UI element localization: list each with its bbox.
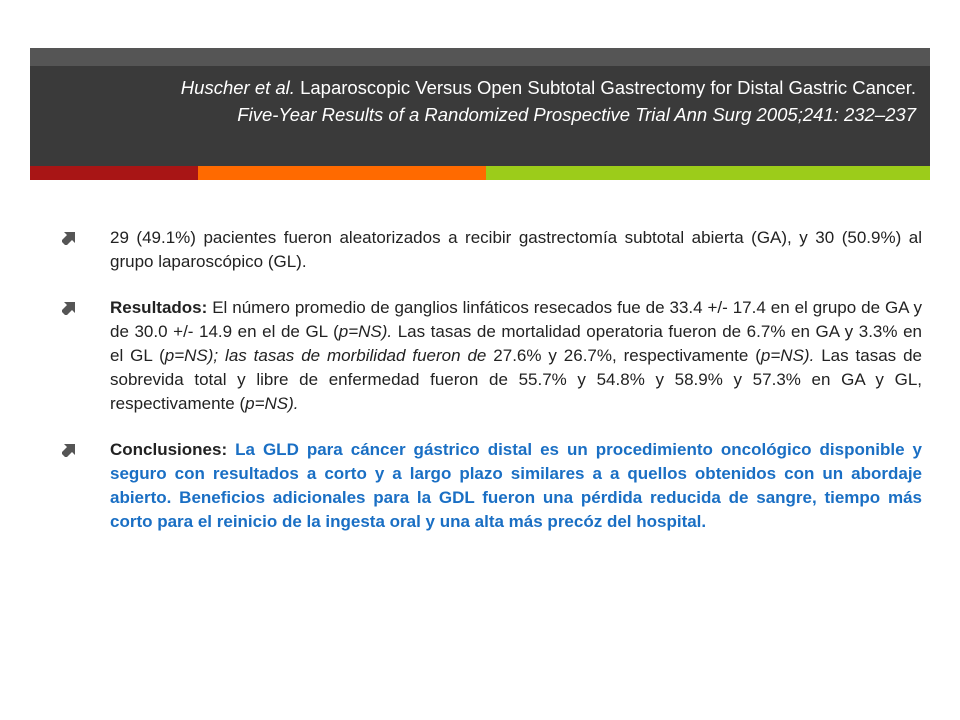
title-authors: Huscher et al.: [180, 77, 295, 98]
title-band: [30, 48, 930, 166]
accent-bar: [30, 166, 930, 180]
bullet-text: 29 (49.1%) pacientes fueron aleatorizados a recibir gastrectomía subtotal abierta (GA), y 30 (50.9%) al grupo laparoscópico (GL).: [110, 228, 922, 271]
accent-segment-orange: [198, 166, 486, 180]
bullet-list: [62, 226, 922, 556]
results-label: Resultados:: [110, 298, 208, 317]
results-italic-4: p=NS).: [245, 394, 299, 413]
conclusions-label: Conclusiones:: [110, 440, 228, 459]
bullet-item-results: [62, 296, 922, 416]
bullet-item-conclusions: [62, 438, 922, 534]
accent-segment-red: [30, 166, 198, 180]
results-text-4: Las tasas de sobrevida total y libre de enfermedad fueron de 55.7% y 54.8% y 58.9% y 57.3% en GA y GL, respectivamente (: [110, 346, 922, 413]
title-top-strip: [30, 48, 930, 66]
results-text-2: Las tasas de mortalidad operatoria fueron de 6.7% en GA y 3.3% en el GL (: [110, 322, 922, 365]
bullet-item-randomization: [62, 226, 922, 274]
results-text-1: El número promedio de ganglios linfáticos resecados fue de 33.4 +/- 17.4 en el grupo de GA y de 30.0 +/- 14.9 en el de GL (: [110, 298, 922, 341]
arrow-bullet-icon: [62, 231, 76, 245]
accent-segment-green: [486, 166, 930, 180]
title-line-1: [181, 74, 916, 101]
results-italic-2: p=NS); las tasas de morbilidad fueron de: [164, 346, 487, 365]
slide-title: [181, 74, 916, 128]
conclusions-text: La GLD para cáncer gástrico distal es un procedimiento oncológico disponible y seguro con resultados a corto y a largo plazo similares a a quellos obtenidos con un abordaje abierto. Beneficios adicionales para la GDL fueron una pérdida reducida de sangre, tiempo más corto para el reinicio de la ingesta oral y una alta más precóz del hospital.: [110, 440, 922, 531]
arrow-bullet-icon: [62, 443, 76, 457]
title-line-2: Five-Year Results of a Randomized Prospective Trial Ann Surg 2005;241: 232–237: [237, 104, 916, 125]
results-text-3: 27.6% y 26.7%, respectivamente (: [486, 346, 761, 365]
title-article-name: Laparoscopic Versus Open Subtotal Gastrectomy for Distal Gastric Cancer.: [294, 77, 916, 98]
results-italic-3: p=NS).: [760, 346, 815, 365]
results-italic-1: p=NS).: [338, 322, 393, 341]
arrow-bullet-icon: [62, 301, 76, 315]
